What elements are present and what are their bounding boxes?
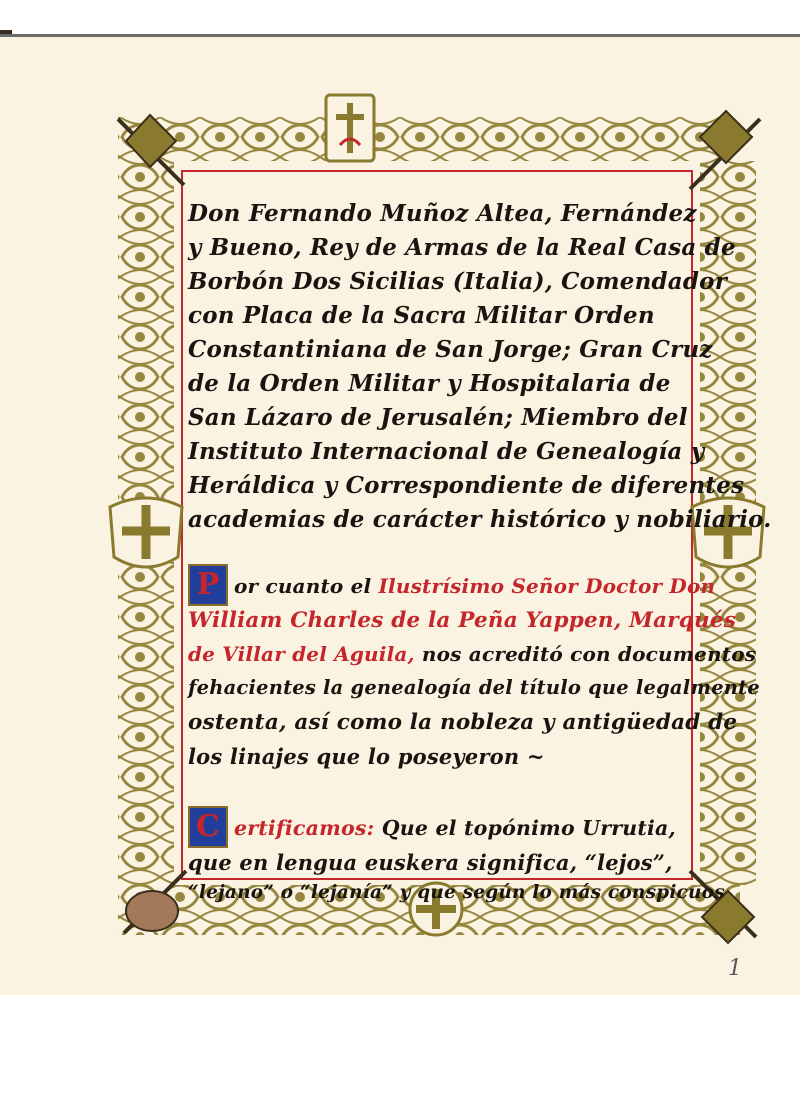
- certificamos-line: que en lengua euskera significa, “lejos”,: [188, 850, 673, 875]
- illuminated-initial-p: P: [188, 564, 228, 606]
- left-cross-medallion: [110, 498, 182, 567]
- honoree-name: William Charles de la Peña Yappen, Marqués: [188, 608, 736, 633]
- honoree-title-place: de Villar del Aguila,: [188, 642, 415, 666]
- heading-line: Constantiniana de San Jorge; Gran Cruz: [188, 336, 713, 363]
- top-cross-emblem: [326, 95, 374, 161]
- certificamos-line-1-rest: Que el topónimo Urrutia,: [381, 816, 676, 840]
- certificate-page: [0, 37, 800, 995]
- por-cuanto-line-1: [234, 574, 715, 598]
- heading-line: de la Orden Militar y Hospitalaria de: [188, 370, 671, 397]
- certificamos-line-1: [234, 816, 676, 840]
- por-cuanto-line: fehacientes la genealogía del título que legalmente: [188, 676, 760, 699]
- por-cuanto-line-3: [188, 642, 756, 666]
- certificate-text: [188, 194, 772, 903]
- por-cuanto-line: los linajes que lo poseyeron ~: [188, 744, 545, 769]
- page-number: 1: [728, 956, 742, 981]
- por-cuanto-prefix: or cuanto el: [234, 574, 372, 598]
- heading-line: con Placa de la Sacra Militar Orden: [188, 302, 655, 329]
- heading-line: Don Fernando Muñoz Altea, Fernández: [188, 200, 697, 227]
- heading-line: Heráldica y Correspondiente de diferentes: [188, 472, 745, 499]
- heading-line: Borbón Dos Sicilias (Italia), Comendador: [188, 268, 728, 295]
- por-cuanto-line: ostenta, así como la nobleza y antigüedad de: [188, 710, 738, 735]
- por-cuanto-line-3-rest: nos acreditó con documentos: [421, 642, 757, 666]
- illuminated-initial-c: C: [188, 806, 228, 848]
- heading-line: Instituto Internacional de Genealogía y: [188, 438, 705, 465]
- heading-line: academias de carácter histórico y nobiliario.: [188, 506, 772, 533]
- top-scroll-band: [118, 117, 740, 161]
- honoree-title: Ilustrísimo Señor Doctor Don: [378, 574, 716, 598]
- certificamos-keyword: ertificamos:: [234, 816, 375, 840]
- certificamos-line: “lejano” o “lejanía” y que según lo más conspicuos: [188, 882, 725, 903]
- heading-line: y Bueno, Rey de Armas de la Real Casa de: [188, 234, 736, 261]
- heading-line: San Lázaro de Jerusalén; Miembro del: [188, 404, 688, 431]
